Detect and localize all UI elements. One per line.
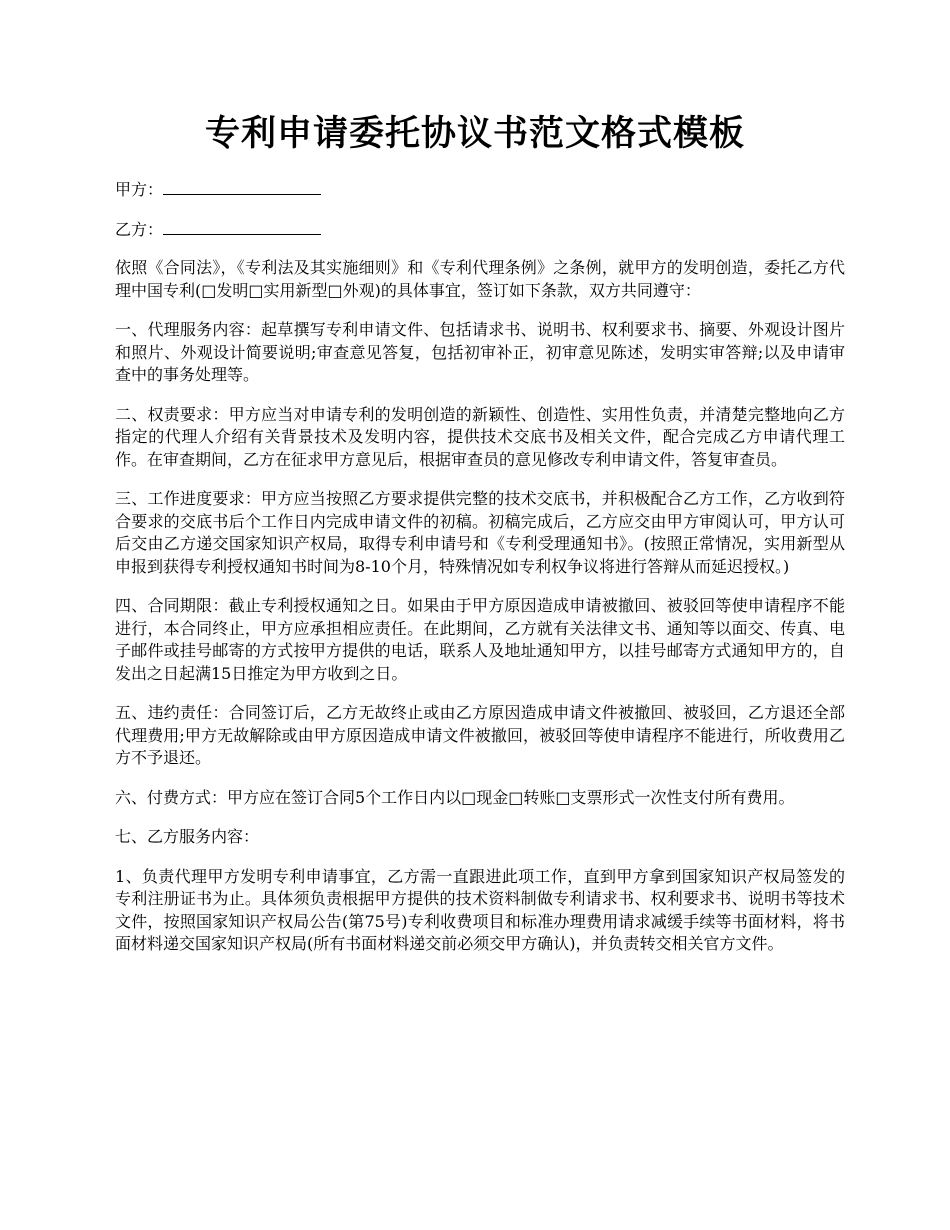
paragraph-clause-7-heading: 七、乙方服务内容： <box>115 827 260 846</box>
party-b-blank-line <box>163 218 321 235</box>
paragraph-clause-5: 五、违约责任：合同签订后，乙方无故终止或由乙方原因造成申请文件被撤回、被驳回，乙方退还全部代理费用;甲方无故解除或由甲方原因造成申请文件被撤回，被驳回等使申请程序不能进行，所收费用乙方不予退还。 <box>115 703 845 767</box>
party-a-blank-line <box>163 178 321 195</box>
paragraph-clause-7-item-1: 1、负责代理甲方发明专利申请事宜，乙方需一直跟进此项工作，直到甲方拿到国家知识产权局签发的专利注册证书为止。具体须负责根据甲方提供的技术资料制做专利请求书、权利要求书、说明书等技术文件，按照国家知识产权局公告(第75号)专利收费项目和标准办理费用请求减缓手续等书面材料，将书面材料递交国家知识产权局(所有书面材料递交前必须交甲方确认)，并负责转交相关官方文件。 <box>115 866 845 953</box>
party-b-field <box>115 218 845 241</box>
paragraph-clause-4: 四、合同期限：截止专利授权通知之日。如果由于甲方原因造成申请被撤回、被驳回等使申请程序不能进行，本合同终止，甲方应承担相应责任。在此期间，乙方就有关法律文书、通知等以面交、传真、电子邮件或挂号邮寄的方式按甲方提供的电话，联系人及地址通知甲方，以挂号邮寄方式通知甲方的，自发出之日起满15日推定为甲方收到之日。 <box>115 596 845 683</box>
paragraph-clause-2: 二、权责要求：甲方应当对申请专利的发明创造的新颖性、创造性、实用性负责，并清楚完整地向乙方指定的代理人介绍有关背景技术及发明内容，提供技术交底书及相关文件，配合完成乙方申请代理工作。在审查期间，乙方在征求甲方意见后，根据审查员的意见修改专利申请文件，答复审查员。 <box>115 404 845 469</box>
party-b-label: 乙方： <box>115 219 164 239</box>
document-title: 专利申请委托协议书范文格式模板 <box>204 113 745 154</box>
paragraph-clause-1: 一、代理服务内容：起草撰写专利申请文件、包括请求书、说明书、权利要求书、摘要、外观设计图片和照片、外观设计简要说明;审查意见答复，包括初审补正，初审意见陈述，发明实审答辩;以及申请审查中的事务处理等。 <box>115 320 845 384</box>
paragraph-clause-3: 三、工作进度要求：甲方应当按照乙方要求提供完整的技术交底书，并积极配合乙方工作，乙方收到符合要求的交底书后个工作日内完成申请文件的初稿。初稿完成后，乙方应交由甲方审阅认可，甲方认可后交由乙方递交国家知识产权局，取得专利申请号和《专利受理通知书》。(按照正常情况，实用新型从申报到获得专利授权通知书时间为8-10个月，特殊情况如专利权争议将进行答辩从而延迟授权。) <box>115 489 845 576</box>
paragraph-clause-6: 六、付费方式：甲方应在签订合同5个工作日内以□现金□转账□支票形式一次性支付所有费用。 <box>115 787 795 807</box>
paragraph-preamble: 依照《合同法》，《专利法及其实施细则》和《专利代理条例》之条例，就甲方的发明创造，委托乙方代理中国专利(□发明□实用新型□外观)的具体事宜，签订如下条款，双方共同遵守： <box>115 258 845 300</box>
document-body <box>115 178 845 973</box>
party-a-field <box>115 178 845 201</box>
party-a-label: 甲方： <box>115 180 164 199</box>
